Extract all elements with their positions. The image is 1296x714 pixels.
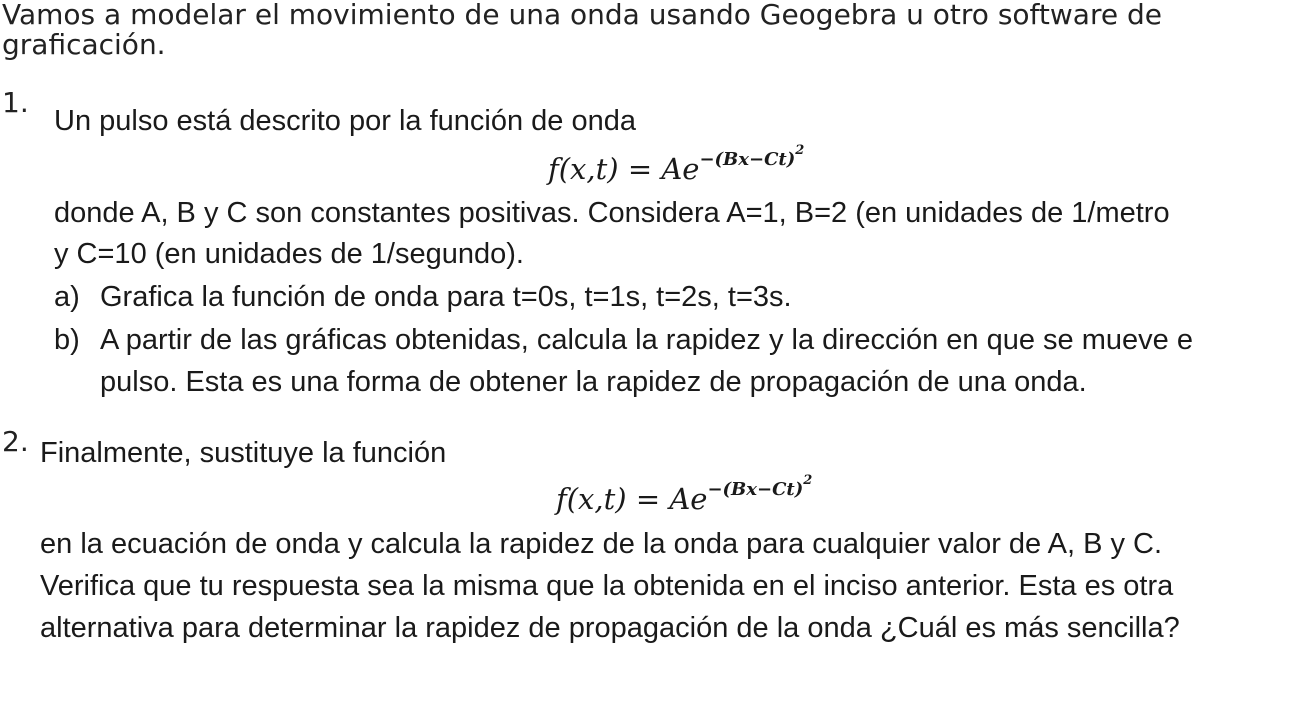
item-a-text: Grafica la función de onda para t=0s, t=1s, t=2s, t=3s. [100, 281, 792, 313]
item-a-label: a) [54, 281, 80, 313]
problem-1-equation: $f(x,t) = Ae^{-(Bx-Ct)^2}$ [548, 143, 805, 186]
problem-1-constants-line-2: y C=10 (en unidades de 1/segundo). [54, 238, 524, 270]
problem-1-statement: Un pulso está descrito por la función de onda [54, 105, 636, 137]
problem-1-item-a [54, 281, 792, 314]
intro-line-1: Vamos a modelar el movimiento de una onda usando Geogebra u otro software de [2, 0, 1162, 31]
problem-1-constants-line-1: donde A, B y C son constantes positivas. Considera A=1, B=2 (en unidades de 1/metro [54, 197, 1170, 229]
problem-2-line-2: Verifica que tu respuesta sea la misma que la obtenida en el inciso anterior. Esta es otra [40, 570, 1174, 602]
problem-2-equation: $f(x,t) = Ae^{-(Bx-Ct)^2}$ [556, 473, 813, 516]
item-b-text-1: A partir de las gráficas obtenidas, calcula la rapidez y la dirección en que se mueve e [100, 324, 1193, 356]
item-b-label: b) [54, 324, 80, 356]
problem-1-number: 1. [2, 86, 29, 119]
problem-2-line-3: alternativa para determinar la rapidez de propagación de la onda ¿Cuál es más sencilla? [40, 612, 1180, 644]
problem-2-line-1: en la ecuación de onda y calcula la rapidez de la onda para cualquier valor de A, B y C. [40, 528, 1163, 560]
problem-1-item-b [54, 324, 1193, 357]
problem-1-item-b-text-2: pulso. Esta es una forma de obtener la rapidez de propagación de una onda. [100, 366, 1087, 398]
intro-line-2: graficación. [2, 28, 166, 61]
problem-2-number: 2. [2, 425, 29, 458]
intro-text [2, 0, 1162, 60]
problem-2-statement: Finalmente, sustituye la función [40, 437, 447, 469]
